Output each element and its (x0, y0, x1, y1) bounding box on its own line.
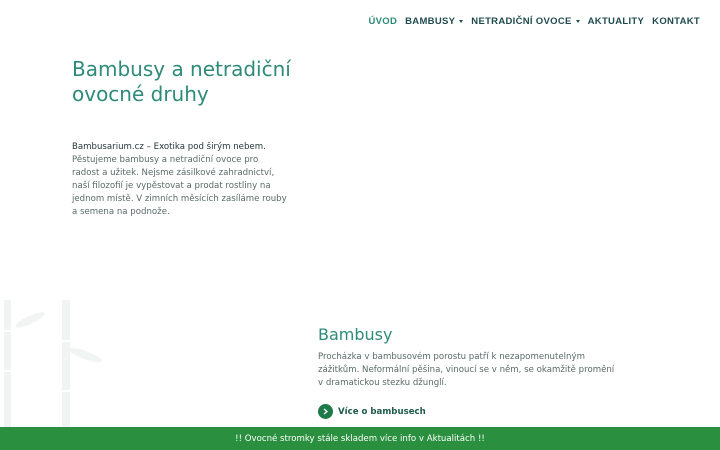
nav-item-aktuality[interactable] (588, 16, 645, 27)
nav-item-label: NETRADIČNÍ OVOCE (471, 16, 572, 27)
nav-item-kontakt[interactable] (652, 16, 700, 27)
bamboo-decoration (0, 300, 110, 428)
nav-item-label: AKTUALITY (587, 16, 645, 27)
hero-lead: Bambusarium.cz – Exotika pod širým nebem. (72, 142, 266, 152)
nav-item-label: BAMBUSY (405, 16, 456, 27)
hero-description (72, 141, 288, 219)
page-title: Bambusy a netradiční ovocné druhy (72, 57, 291, 106)
nav-item-netradicni-ovoce[interactable] (471, 16, 579, 27)
nav-item-uvod[interactable] (368, 16, 397, 27)
more-link-label: Více o bambusech (338, 406, 426, 417)
hero-body: Pěstujeme bambusy a netradiční ovoce pro radost a užitek. Nejsme zásilkové zahradnictví, naší filozofií je vypěstovat a prodat rostliny na jednom místě. V zimních měsících zasíláme rouby a semena na podnože. (72, 155, 287, 217)
chevron-down-icon (459, 20, 463, 23)
banner-text: !! Ovocné stromky stále skladem více info v Aktualitách !! (235, 433, 485, 444)
nav-item-label: ÚVOD (368, 16, 398, 27)
section-title-bambusy: Bambusy (318, 325, 393, 344)
more-about-bamboo-link[interactable] (318, 404, 426, 419)
chevron-down-icon (576, 20, 580, 23)
announcement-banner[interactable] (0, 427, 720, 450)
section-text-bambusy: Procházka v bambusovém porostu patří k nezapomenutelným zážitkům. Neformální pěšina, vinoucí se v něm, se okamžitě promění v dramatickou stezku džunglí. (318, 352, 615, 388)
nav-item-bambusy[interactable] (405, 16, 463, 27)
chevron-right-icon (318, 404, 333, 419)
main-nav (368, 16, 700, 27)
nav-item-label: KONTAKT (652, 16, 700, 27)
